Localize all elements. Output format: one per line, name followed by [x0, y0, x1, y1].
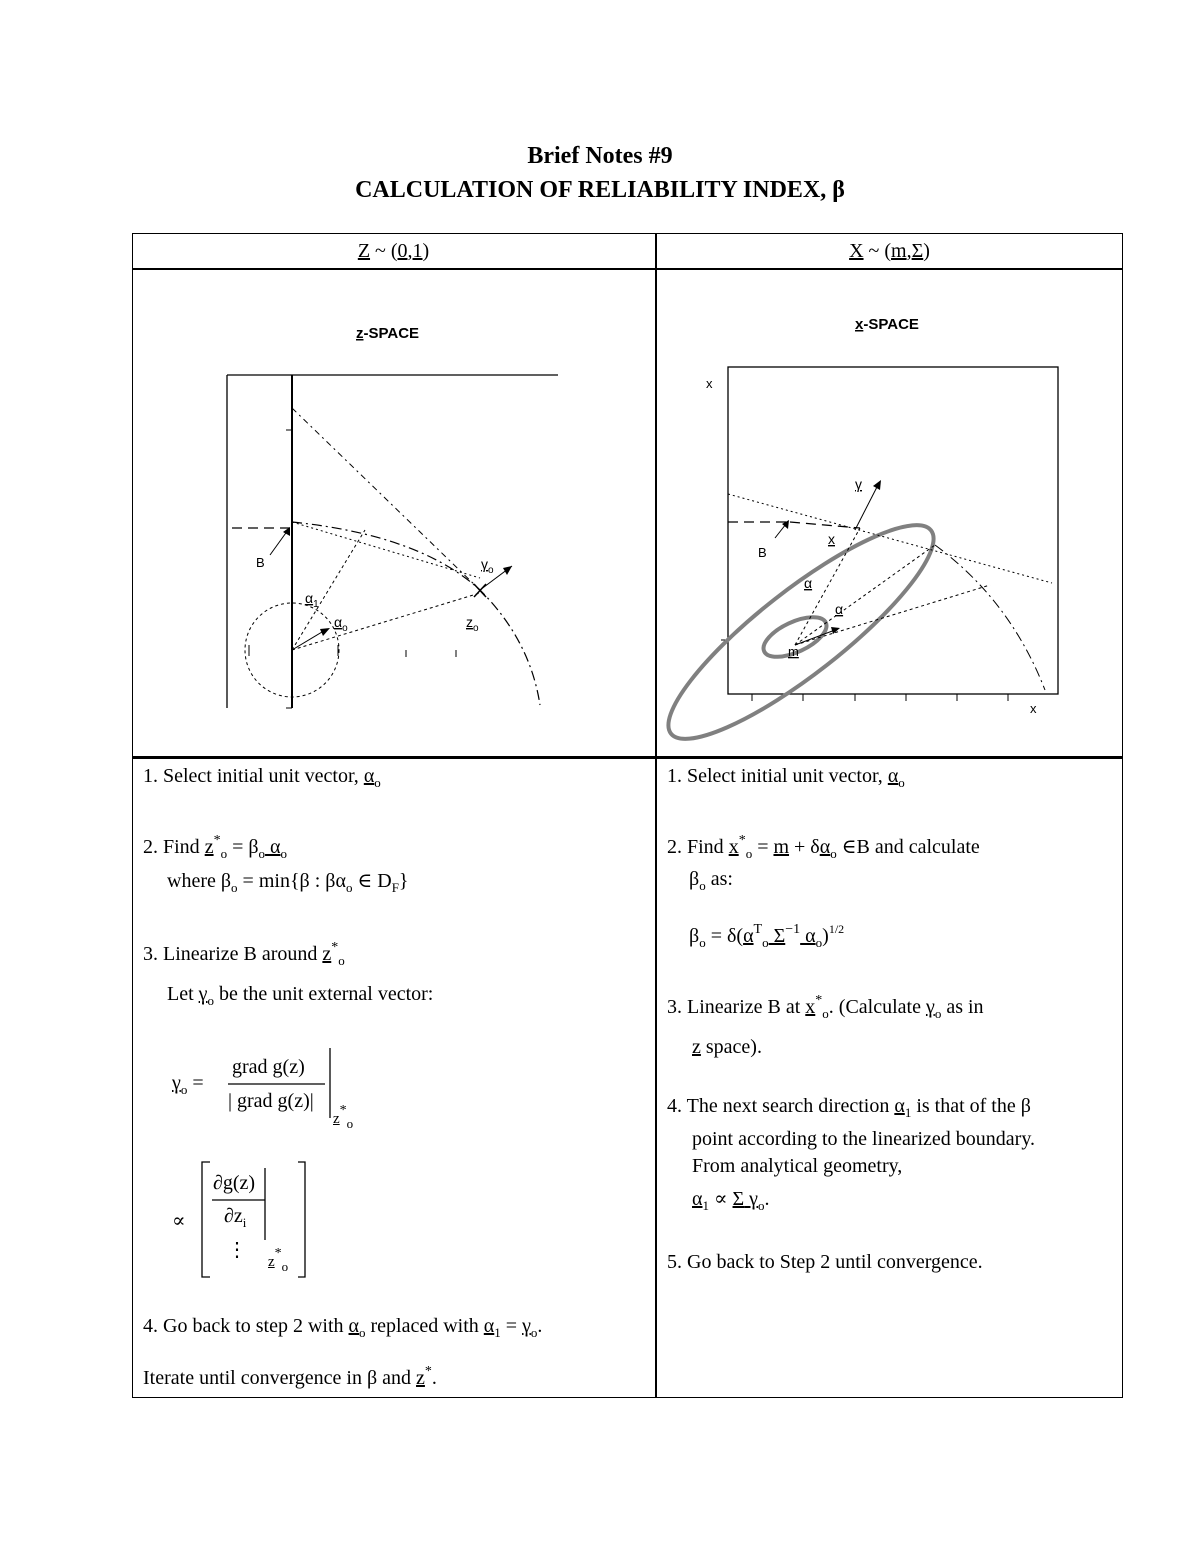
left-step-2-where: where $\beta_o = \min\{\beta$ : $\beta\alpha_o$ ∈ $D_F$} [167, 870, 409, 895]
right-step-4-formula: $\alpha_1 \propto \Sigma$ $\gamma_o$. [692, 1188, 770, 1213]
equation-rules [202, 1048, 330, 1277]
gamma-equation-eval-point: z*o [333, 1103, 354, 1131]
left-step-4: 4. Go back to step 2 with $\alpha_o$ replaced with $\alpha_1 = \gamma_o$. [143, 1315, 543, 1340]
left-step-3-let: Let $\gamma_o$ be the unit external vector: [167, 983, 434, 1008]
right-step-4: 4. The next search direction $\alpha_1$ is that of the β [667, 1095, 1031, 1120]
left-step-2: 2. Find $z^*_o = \beta_o$ $\alpha_o$ [143, 833, 288, 861]
beta-equation: $\beta_o = \delta(\alpha^T_o$ $\Sigma^{-1}$ $\alpha_o)^{1/2}$ [689, 922, 845, 950]
right-step-4-line2: point according to the linearized boundary. [692, 1128, 1036, 1150]
gradient-eval-point: z*o [268, 1246, 289, 1274]
gradient-vdots: ⋮ [227, 1239, 247, 1261]
z-label-gamma: $\gamma_o$ [481, 556, 494, 576]
document-title: Brief Notes #9 [527, 143, 673, 169]
right-step-2: 2. Find $x^*_o = m + \delta\alpha_o$ ∈B and calculate [667, 833, 980, 861]
x-label-B: B [758, 545, 767, 560]
gamma-equation-denominator: | grad g(z)| [228, 1090, 314, 1112]
right-column-header: X ~ (m,Σ) [849, 240, 930, 262]
z-label-alpha-o: $\alpha_o$ [334, 614, 348, 634]
x-label-alpha-o: α [835, 601, 844, 617]
right-step-4-line3: From analytical geometry, [692, 1155, 903, 1177]
z-space-figure [227, 325, 558, 708]
right-step-3-space: z space). [692, 1036, 762, 1058]
z-label-B: B [256, 555, 265, 570]
left-step-1: 1. Select initial unit vector, $\alpha_o$ [143, 765, 381, 790]
x-space-title: x-SPACE [855, 316, 919, 333]
x-axis-y-label: x [706, 376, 713, 391]
right-step-5: 5. Go back to Step 2 until convergence. [667, 1251, 983, 1273]
left-column-header: Z ~ (0,1) [357, 240, 430, 262]
x-label-alpha1: α [804, 575, 813, 591]
gamma-equation-numerator: grad g(z) [232, 1056, 305, 1078]
document-subtitle: CALCULATION OF RELIABILITY INDEX, β [355, 177, 845, 203]
x-label-gamma: γ [855, 476, 862, 492]
x-axis-x-label: x [1030, 701, 1037, 716]
proportional-symbol: ∝ [172, 1210, 186, 1232]
right-step-3: 3. Linearize B at $x^*_o$. (Calculate $\gamma_o$ as in [667, 993, 984, 1021]
z-label-z-star: $z_o$ [466, 614, 479, 634]
left-step-3: 3. Linearize B around $z^*_o$ [143, 940, 345, 968]
x-label-x-star: x [828, 531, 835, 547]
right-step-2-beta: $\beta_o$ as: [689, 868, 733, 893]
x-space-figure [645, 316, 1058, 767]
gradient-numerator: ∂g(z) [213, 1172, 256, 1194]
left-step-iterate: Iterate until convergence in β and z*. [143, 1364, 437, 1389]
gradient-denominator: $\partial z_i$ [224, 1205, 247, 1230]
z-space-title: z-SPACE [356, 325, 420, 342]
gamma-equation-lhs: $\gamma_o$ = [172, 1072, 204, 1097]
z-label-alpha1: $\alpha_1$ [305, 590, 319, 610]
right-step-1: 1. Select initial unit vector, $\alpha_o$ [667, 765, 905, 790]
x-label-m: m [788, 644, 799, 659]
